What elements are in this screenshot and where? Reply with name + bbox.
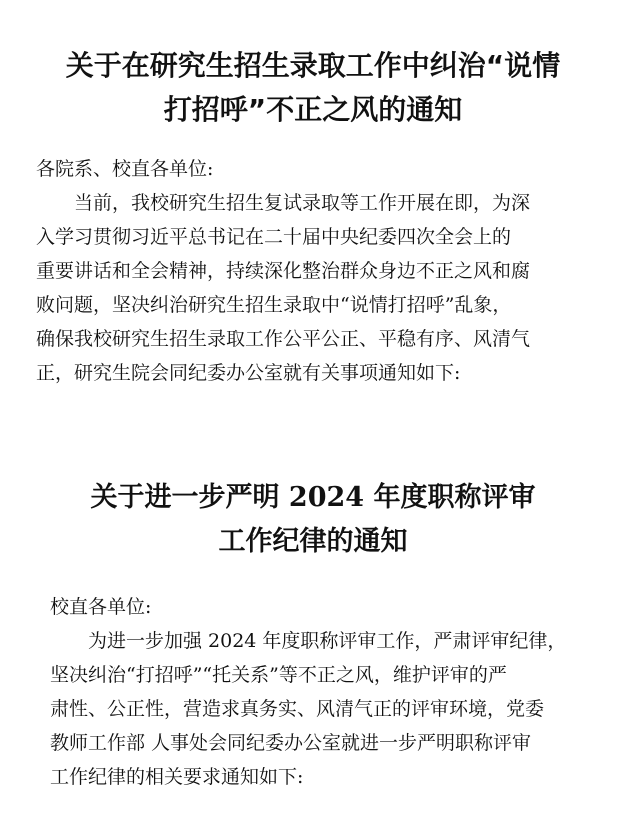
body-line: 肃性、公正性，营造求真务实、风清气正的评审环境，党委 — [50, 698, 545, 720]
notice-postgraduate-admission — [0, 44, 626, 390]
body-line: 教师工作部 人事处会同纪委办公室就进一步严明职称评审 — [50, 732, 532, 754]
body-line: 工作纪律的相关要求通知如下: — [50, 766, 304, 788]
notice-title — [0, 44, 626, 132]
body-line: 入学习贯彻习近平总书记在二十届中央纪委四次全会上的 — [36, 226, 512, 248]
body-line: 败问题，坚决纠治研究生招生录取中“说情打招呼”乱象， — [36, 294, 512, 316]
body-line: 坚决纠治“打招呼”“托关系”等不正之风，维护评审的严 — [50, 664, 507, 686]
body-line: 正，研究生院会同纪委办公室就有关事项通知如下: — [36, 362, 461, 384]
title-line: 打招呼”不正之风的通知 — [163, 93, 463, 126]
title-line: 工作纪律的通知 — [218, 526, 408, 557]
salutation: 校直各单位: — [50, 596, 152, 618]
notice-title-evaluation — [0, 476, 626, 794]
body-paragraph — [0, 186, 626, 390]
body-line: 重要讲话和全会精神，持续深化整治群众身边不正之风和腐 — [36, 260, 531, 282]
body-line: 确保我校研究生招生录取工作公平公正、平稳有序、风清气 — [36, 328, 531, 350]
salutation: 各院系、校直各单位: — [36, 158, 214, 180]
title-line: 关于进一步严明 2024 年度职称评审 — [90, 482, 536, 513]
title-line: 关于在研究生招生录取工作中纠治“说情 — [65, 49, 561, 82]
body-line: 为进一步加强 2024 年度职称评审工作，严肃评审纪律， — [88, 630, 567, 652]
body-line: 当前，我校研究生招生复试录取等工作开展在即，为深 — [74, 192, 531, 214]
body-paragraph — [0, 624, 626, 794]
notice-title — [0, 476, 626, 564]
